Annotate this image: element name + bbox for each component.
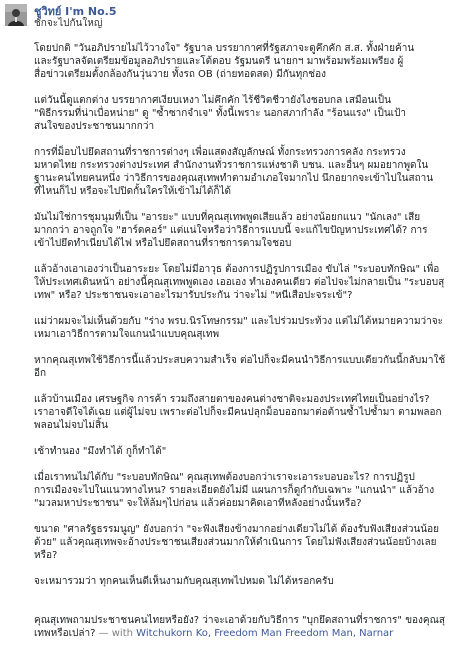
post-paragraph: แต่วันนี้ดูแตกต่าง บรรยากาศเงียบเหงา ไม่คึกคัก ไร้ชีวิตชีวายังไงชอบกล เสมือนเป็น "พิธีกรรมที่น่าเบื่อหน่าย" ดู "ซ้ำซากจำเจ" ทั้งนี้เพราะ นอกสภากำลัง "ร้อนแรง" เป็นเป้า สนใจของประชาชนมากกว่า — [34, 95, 407, 132]
post-subtitle: ชักจะไปกันใหญ่ — [34, 18, 103, 29]
closing-question: คุณสุเทพถามประชาชนคนไทยหรือยัง? ว่าจะเอาด้วยกับวิธีการ "บุกยึดสถานที่ราชการ" ของคุณสุเทพหรือเปล่า? — [34, 615, 446, 639]
post-header — [0, 0, 450, 30]
avatar-photo-icon — [5, 4, 27, 26]
author-name[interactable]: ชูวิทย์ I'm No.5 — [34, 5, 117, 18]
tag-prefix: — with — [95, 628, 137, 639]
post-closing-paragraph — [34, 601, 446, 640]
post-paragraph: เมื่อเราทนไม่ได้กับ "ระบอบทักษิณ" คุณสุเทพต้องบอกว่าเราจะเอาระบอบอะไร? การปฏิรูปการเมืองจะไปในแนวทางไหน? รายละเอียดยังไม่มี แผนการก็ดูกำกับเฉพาะ "แกนนำ" แล้วอ้าง "มวลมหาประชาชน" จะให้ล้มๆไปก่อน แล้วค่อยมาคิดเอาทีหลังอย่างนั้นหรือ? — [34, 472, 435, 509]
post-paragraph: หากคุณสุเทพใช้วิธีการนี้แล้วประสบความสำเร็จ ต่อไปก็จะมีคนนำวิธีการแบบเดียวกันนี้กลับมาใช้อีก — [34, 355, 446, 379]
post-paragraph: แล้วบ้านเมือง เศรษฐกิจ การค้า รวมถึงสายตาของคนต่างชาติจะมองประเทศไทยเป็นอย่างไร? เราอาจดีใจได้เฉย แต่ผู้ไม่จบ เพราะต่อไปก็จะมีคนปลุกม็อบออกมาต่อต้านซ้ำไปซ้ำมา ตามพลอกพลอนไม่จบไม่สิ้น — [34, 394, 442, 431]
post-body — [34, 42, 446, 640]
author-avatar[interactable] — [5, 4, 27, 26]
post-paragraph: โดยปกติ "วันอภิปรายไม่ไว้วางใจ" รัฐบาล บรรยากาศที่รัฐสภาจะดูคึกคัก ส.ส. ทั้งฝ่ายค้าน และรัฐบาลจัดเตรียมข้อมูลอภิปรายและโต้ตอบ รัฐมนตรี นายกฯ มาพร้อมพร้อมเพรียง ผู้ สื่อข่าวเตรียมตั้งกล้องกันวุ่นวาย ทั้งรถ OB (ถ่ายทอดสด) มีกันทุกช่อง — [34, 43, 415, 80]
post-paragraph: ขนาด "ศาลรัฐธรรมนูญ" ยังบอกว่า "จะฟังเสียงข้างมากอย่างเดียวไม่ได้ ต้องรับฟังเสียงส่วนน้อยด้วย" แล้วคุณสุเทพจะอ้างประชาชนเสียงส่วนมากให้ดำเนินการ โดยไม่ฟังเสียงส่วนน้อยบ้างเลยหรือ? — [34, 524, 439, 561]
tagged-friends-link[interactable]: Witchukorn Ko, Freedom Man Freedom Man, Narnar — [136, 628, 394, 639]
post-paragraph: จะเหมารวมว่า ทุกคนเห็นดีเห็นงามกับคุณสุเทพไปหมด ไม่ได้หรอกครับ — [34, 576, 334, 587]
post-paragraph: แม่ว่าผมจะไม่เห็นด้วยกับ "ร่าง พรบ.นิรโทษกรรม" และไปร่วมประท้วง แต่ไม่ได้หมายความว่าจะเหมาเอาวิธีการตามใจแกนนำแบบคุณสุเทพ — [34, 316, 444, 340]
post-paragraph: มันไม่ใช่การชุมนุมที่เป็น "อารยะ" แบบที่คุณสุเทพพูดเสียแล้ว อย่างน้อยกแนว "นักเลง" เสียมากกว่า อาจถูกใจ "ฮาร์ดคอร์" แต่แน่ใจหรือว่าวิธีการแบบนี้ จะแก้ไขปัญหาประเทศได้? การเข้าไปยึดทำเนียบได้ไฟ หรือไปยึดสถานที่ราชการตามใจชอบ — [34, 212, 428, 249]
post-paragraph: การที่ม็อบไปยึดสถานที่ราชการต่างๆ เพื่อแสดงสัญลักษณ์ ทั้งกระทรวงการคลัง กระทรวง มหาดไทย กระทรวงต่างประเทศ สำนักงานทั่วราชการแห่งชาติ บชน. และอื่นๆ ผมอยากพูดในฐานะคนไทยคนหนึ่ง ว่าวิธีการของคุณสุเทพทำตามอำเภอใจมากไป นึกอยากจะเข้าไปในสถานที่ไหนก็ไป หรือจะไปปิดกั้นใครให้เข้าไม่ได้ก็ได้ — [34, 147, 434, 197]
post-paragraph: แล้วอ้างเอาเองว่าเป็นอาระยะ โดยไม่มีอาวุธ ต้องการปฏิรูปการเมือง ขับไล่ "ระบอบทักษิณ" เพื่อให้ประเทศเดินหน้า อย่างนี้คุณสุเทพพูดเอง เออเอง ทำเองคนเดียว ต่อไปจะไม่กลายเป็น "ระบอบสุเทพ" หรือ? ประชาชนจะเอาอะไรมารับประกัน ว่าจะไม่ "หนีเสือปะจระเข้"? — [34, 264, 445, 301]
post-paragraph: เช้าทำนอง "มึงทำได้ กูก็ทำได้" — [34, 446, 167, 457]
